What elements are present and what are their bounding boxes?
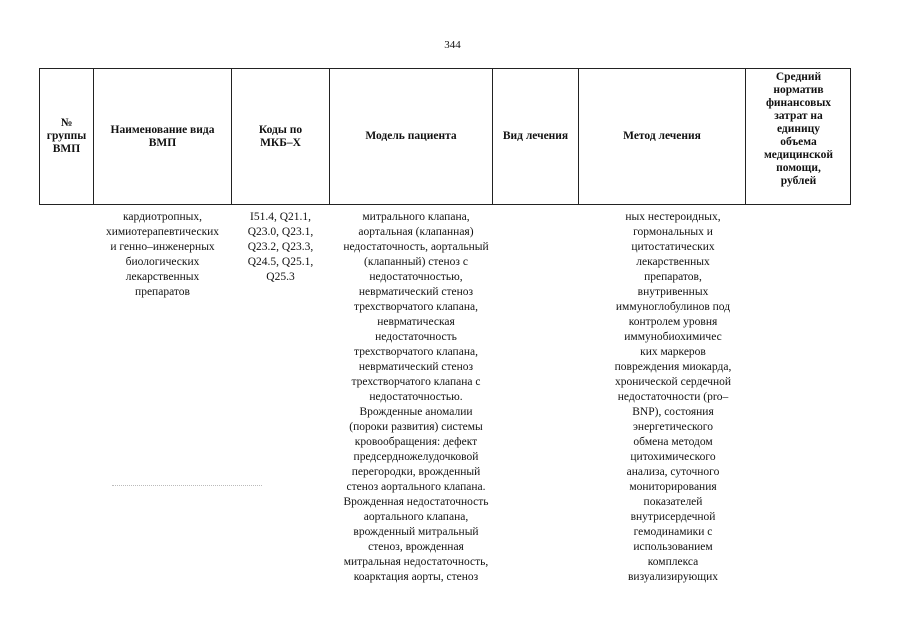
scan-artifact [112, 485, 262, 487]
header-treatment-method: Метод лечения [623, 130, 701, 142]
cell-treatment-method: ных нестероидных, гормональных и цитостатических лекарственных препаратов, внутривенных иммуноглобулинов под контролем уровня иммунобиохимичес ких маркеров повреждения миокарда, хронической сердечной недостаточности (pro– BNP), состояния энергетического обмена методом цитохимического анализа, суточного мониторирования показателей внутрисердечной гемодинамики с использованием комплекса визуализирующих [614, 211, 732, 583]
header-patient-model: Модель пациента [365, 130, 457, 142]
header-cost-norm: Средний норматив финансовых затрат на единицу объема медицинской помощи, рублей [763, 71, 834, 187]
cell-patient-model: митрального клапана, аортальная (клапанная) недостаточность, аортальный (клапанный) стеноз с недостаточностью, неврматический стеноз трехстворчатого клапана, неврматическая недостаточность трехстворчатого клапана, неврматический стеноз трехстворчатого клапана с недостаточностью. Врожденные аномалии (пороки развития) системы кровообращения: дефект предсердножелудочковой перегородки, врожденный стеноз аортального клапана. Врожденная недостаточность аортального клапана, врожденный митральный стеноз, врожденная митральная недостаточность, коарктация аорты, стеноз [343, 211, 489, 583]
header-vmp-name: Наименование вида ВМП [110, 123, 215, 149]
header-icd-codes: Коды по МКБ–Х [258, 123, 303, 149]
header-treatment-type: Вид лечения [502, 130, 569, 142]
cell-vmp-name: кардиотропных, химиотерапевтических и генно–инженерных биологических лекарственных препаратов [105, 211, 220, 298]
cell-icd-codes: I51.4, Q21.1, Q23.0, Q23.1, Q23.2, Q23.3, Q24.5, Q25.1, Q25.3 [247, 211, 314, 283]
page-number: 344 [444, 39, 461, 51]
header-group-no: № группы ВМП [46, 117, 87, 155]
